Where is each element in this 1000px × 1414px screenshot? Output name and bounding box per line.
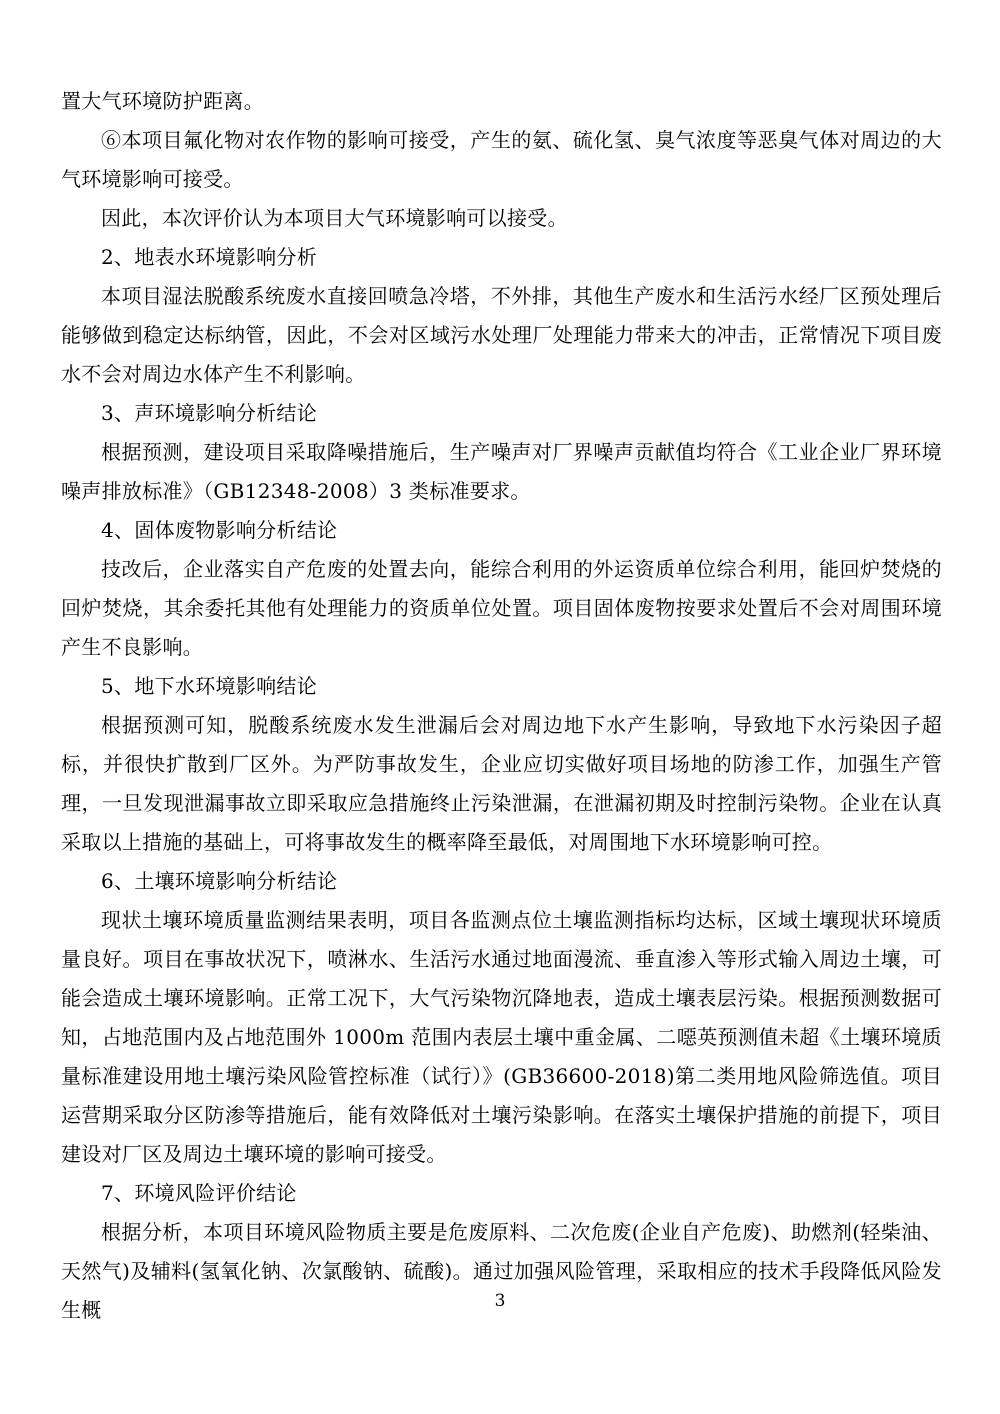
body-paragraph: 现状土壤环境质量监测结果表明，项目各监测点位土壤监测指标均达标，区域土壤现状环境质量良好。项目在事故状况下，喷淋水、生活污水通过地面漫流、垂直渗入等形式输入周边土壤，可能会造成土壤环境影响。正常工况下，大气污染物沉降地表，造成土壤表层污染。根据预测数据可知，占地范围内及占地范围外 1000m 范围内表层土壤中重金属、二噁英预测值未超《土壤环境质量标准建设用地土壤污染风险管控标准（试行）》(GB36600-2018)第二类用地风险筛选值。项目运营期采取分区防渗等措施后，能有效降低对土壤污染影响。在落实土壤保护措施的前提下，项目建设对厂区及周边土壤环境的影响可接受。 <box>61 908 942 1166</box>
section-heading-groundwater: 5、地下水环境影响结论 <box>101 674 318 698</box>
page-number: 3 <box>494 1291 506 1311</box>
continuation-paragraph: 置大气环境防护距离。 <box>61 89 264 113</box>
body-paragraph: 根据预测可知，脱酸系统废水发生泄漏后会对周边地下水产生影响，导致地下水污染因子超标，并很快扩散到厂区外。为严防事故发生，企业应切实做好项目场地的防渗工作，加强生产管理，一旦发现泄漏事故立即采取应急措施终止污染泄漏，在泄漏初期及时控制污染物。企业在认真采取以上措施的基础上，可将事故发生的概率降至最低，对周围地下水环境影响可控。 <box>61 713 942 854</box>
body-paragraph: 根据预测，建设项目采取降噪措施后，生产噪声对厂界噪声贡献值均符合《工业企业厂界环境噪声排放标准》（GB12348-2008）3 类标准要求。 <box>61 440 942 503</box>
section-heading-solid-waste: 4、固体废物影响分析结论 <box>101 518 338 542</box>
section-heading-surface-water: 2、地表水环境影响分析 <box>101 245 318 269</box>
body-paragraph: 根据分析，本项目环境风险物质主要是危废原料、二次危废(企业自产危废)、助燃剂(轻柴油、天然气)及辅料(氢氧化钠、次氯酸钠、硫酸)。通过加强风险管理，采取相应的技术手段降低风险发生概 <box>61 1220 942 1322</box>
body-paragraph: 因此，本次评价认为本项目大气环境影响可以接受。 <box>101 206 568 230</box>
section-heading-environmental-risk: 7、环境风险评价结论 <box>101 1181 297 1205</box>
document-body <box>61 82 942 1330</box>
body-paragraph: 本项目湿法脱酸系统废水直接回喷急冷塔，不外排，其他生产废水和生活污水经厂区预处理后能够做到稳定达标纳管，因此，不会对区域污水处理厂处理能力带来大的冲击，正常情况下项目废水不会对周边水体产生不利影响。 <box>61 284 942 386</box>
body-paragraph: 技改后，企业落实自产危废的处置去向，能综合利用的外运资质单位综合利用，能回炉焚烧的回炉焚烧，其余委托其他有处理能力的资质单位处置。项目固体废物按要求处置后不会对周围环境产生不良影响。 <box>61 557 942 659</box>
section-heading-soil: 6、土壤环境影响分析结论 <box>101 869 338 893</box>
body-paragraph: ⑥本项目氟化物对农作物的影响可接受，产生的氨、硫化氢、臭气浓度等恶臭气体对周边的大气环境影响可接受。 <box>61 128 942 191</box>
section-heading-noise: 3、声环境影响分析结论 <box>101 401 318 425</box>
